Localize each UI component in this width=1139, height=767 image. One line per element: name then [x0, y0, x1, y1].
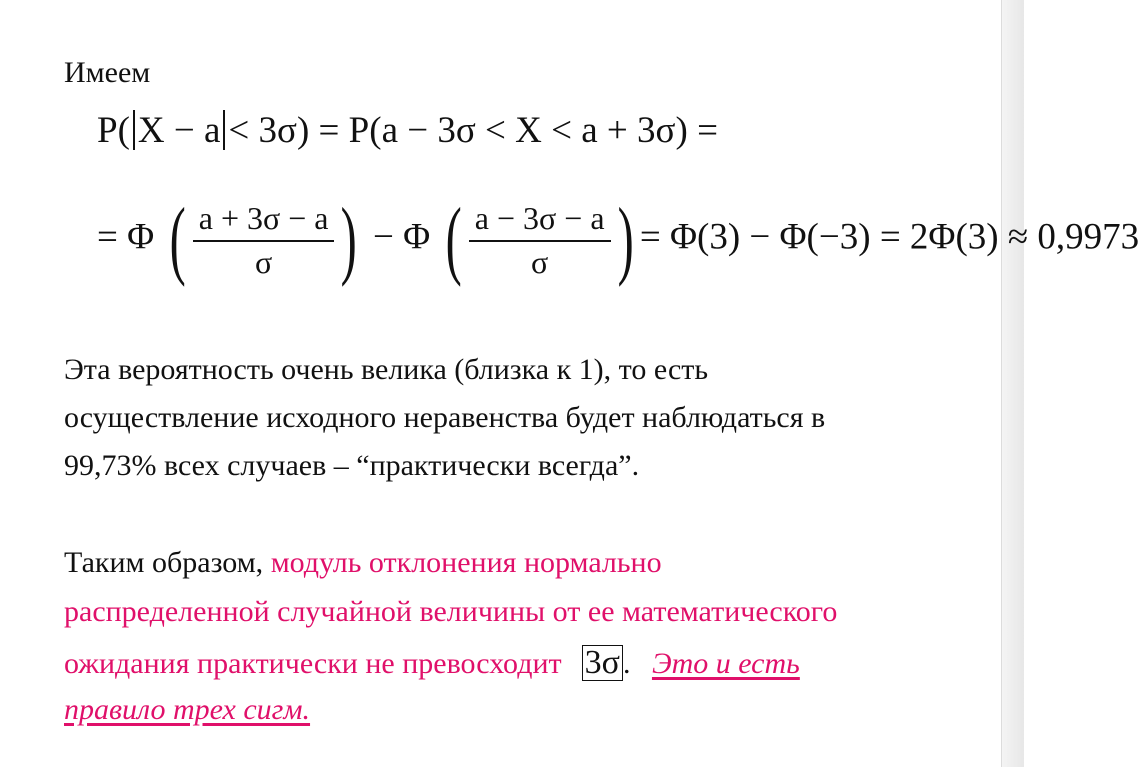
paragraph-1-line-3: 99,73% всех случаев – “практически всегда”.	[64, 449, 640, 482]
paragraph-1-line-2: осуществление исходного неравенства будет наблюдаться в	[64, 401, 826, 434]
formula-p-left: P(	[97, 110, 130, 151]
formula-abs-compare: < 3σ) = P(a − 3σ < X < a + 3σ) =	[228, 110, 718, 151]
formula-probability-line1	[97, 110, 718, 150]
fraction-1-denominator: σ	[254, 244, 273, 280]
abs-bar-left	[133, 110, 135, 150]
fraction-2-denominator: σ	[531, 244, 549, 280]
paragraph-2-line-1	[64, 548, 662, 578]
formula-probability-line2	[97, 191, 1139, 288]
paragraph-1-line-1: Эта вероятность очень велика (близка к 1), то есть	[64, 353, 709, 386]
paragraph-2-dot: .	[622, 647, 631, 680]
paren-right-2: )	[617, 191, 634, 288]
slide-right-edge	[1001, 0, 1024, 767]
fraction-1	[193, 202, 335, 278]
formula-prefix: = Φ	[97, 216, 155, 258]
rule-link-part-2[interactable]: правило трех сигм.	[64, 693, 311, 726]
paragraph-2-highlight-1: модуль отклонения нормально	[270, 546, 662, 579]
abs-bar-right	[223, 110, 225, 150]
paren-right-1: )	[341, 191, 358, 288]
fraction-2-numerator: a − 3σ − a	[469, 202, 611, 242]
paragraph-2-line-2: распределенной случайной величины от ее математического	[64, 595, 838, 628]
paragraph-2-highlight-3: ожидания практически не превосходит	[64, 647, 562, 680]
formula-mid: − Φ	[363, 216, 431, 258]
formula-suffix: = Φ(3) − Φ(−3) = 2Φ(3) ≈ 0,9973	[639, 216, 1139, 258]
three-sigma-box: 3σ	[582, 645, 623, 681]
paren-left-2: (	[446, 191, 463, 288]
formula-abs-inner: X − a	[137, 110, 221, 151]
fraction-1-numerator: a + 3σ − a	[193, 202, 335, 242]
paragraph-2-lead: Таким образом,	[64, 546, 271, 579]
paragraph-2-line-3	[64, 645, 800, 681]
paren-left-1: (	[170, 191, 187, 288]
intro-text: Имеем	[64, 56, 151, 89]
fraction-2	[469, 202, 611, 278]
rule-link-part-1[interactable]: Это и есть	[651, 647, 800, 680]
